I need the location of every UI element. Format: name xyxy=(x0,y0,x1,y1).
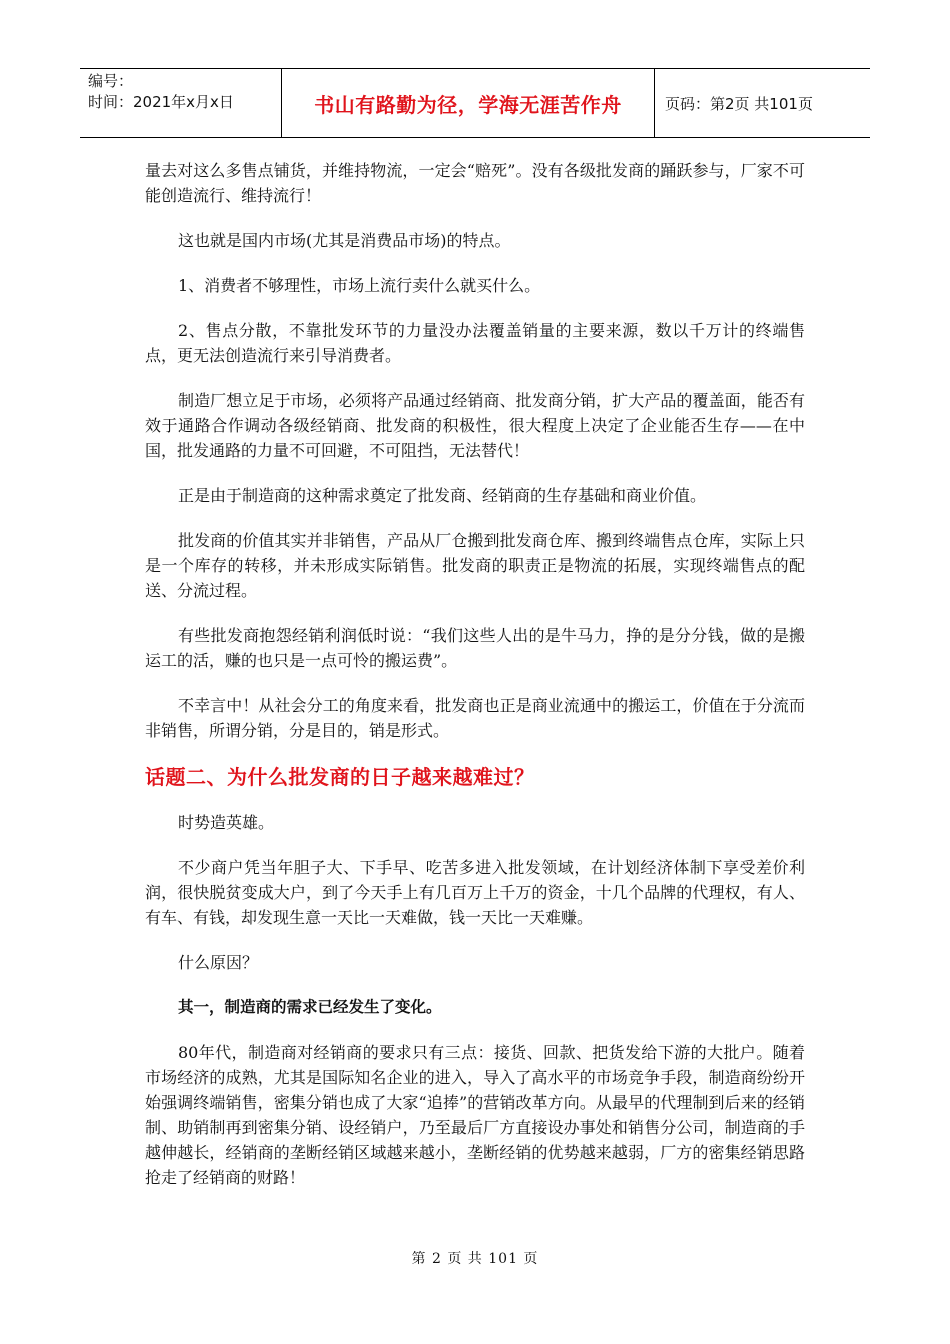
section-heading: 话题二、为什么批发商的日子越来越难过？ xyxy=(145,765,535,789)
document-body xyxy=(145,158,805,1190)
paragraph: 正是由于制造商的这种需求奠定了批发商、经销商的生存基础和商业价值。 xyxy=(178,486,707,505)
paragraph: 80年代，制造商对经销商的要求只有三点：接货、回款、把货发给下游的大批户。随着市场经济的成熟，尤其是国际知名企业的进入，导入了高水平的市场竞争手段，制造商纷纷开始强调终端销售，密集分销也成了大家“追捧”的营销改革方向。从最早的代理制到后来的经销制、助销制再到密集分销、设经销户，乃至最后厂方直接设办事处和销售分公司，制造商的手越伸越长，经销商的垄断经销区域越来越小，垄断经销的优势越来越弱，厂方的密集经销思路抢走了经销商的财路！ xyxy=(145,1043,805,1187)
paragraph: 不少商户凭当年胆子大、下手早、吃苦多进入批发领域，在计划经济体制下享受差价利润，很快脱贫变成大户，到了今天手上有几百万上千万的资金，十几个品牌的代理权，有人、有车、有钱，却发现生意一天比一天难做，钱一天比一天难赚。 xyxy=(145,858,805,927)
header-meta xyxy=(80,69,282,137)
paragraph: 有些批发商抱怨经销利润低时说：“我们这些人出的是牛马力，挣的是分分钱，做的是搬运工的活，赚的也只是一点可怜的搬运费”。 xyxy=(145,626,805,670)
paragraph: 什么原因？ xyxy=(178,953,259,972)
paragraph: 1、消费者不够理性，市场上流行卖什么就买什么。 xyxy=(178,276,541,295)
number-label: 编号： xyxy=(88,72,134,90)
paragraph: 批发商的价值其实并非销售，产品从厂仓搬到批发商仓库、搬到终端售点仓库，实际上只是一个库存的转移，并未形成实际销售。批发商的职责正是物流的拓展，实现终端售点的配送、分流过程。 xyxy=(145,531,805,600)
paragraph: 量去对这么多售点铺货，并维持物流，一定会“赔死”。没有各级批发商的踊跃参与，厂家不可能创造流行、维持流行！ xyxy=(145,161,805,205)
header-page-info: 页码：第2页 共101页 xyxy=(665,94,813,113)
paragraph: 制造厂想立足于市场，必须将产品通过经销商、批发商分销，扩大产品的覆盖面，能否有效于通路合作调动各级经销商、批发商的积极性，很大程度上决定了企业能否生存——在中国，批发通路的力量不可回避，不可阻挡，无法替代！ xyxy=(145,391,805,460)
paragraph: 2、售点分散，不靠批发环节的力量没办法覆盖销量的主要来源，数以千万计的终端售点，更无法创造流行来引导消费者。 xyxy=(145,321,805,365)
header-motto: 书山有路勤为径，学海无涯苦作舟 xyxy=(282,69,655,137)
paragraph: 不幸言中！从社会分工的角度来看，批发商也正是商业流通中的搬运工，价值在于分流而非销售，所谓分销，分是目的，销是形式。 xyxy=(145,696,805,740)
page-header xyxy=(80,68,870,138)
paragraph: 时势造英雄。 xyxy=(178,813,275,832)
paragraph: 这也就是国内市场(尤其是消费品市场)的特点。 xyxy=(178,231,511,250)
page-footer: 第 2 页 共 101 页 xyxy=(411,1251,539,1267)
bold-subheading: 其一，制造商的需求已经发生了变化。 xyxy=(178,998,442,1016)
time-label: 时间：2021年x月x日 xyxy=(88,93,234,111)
